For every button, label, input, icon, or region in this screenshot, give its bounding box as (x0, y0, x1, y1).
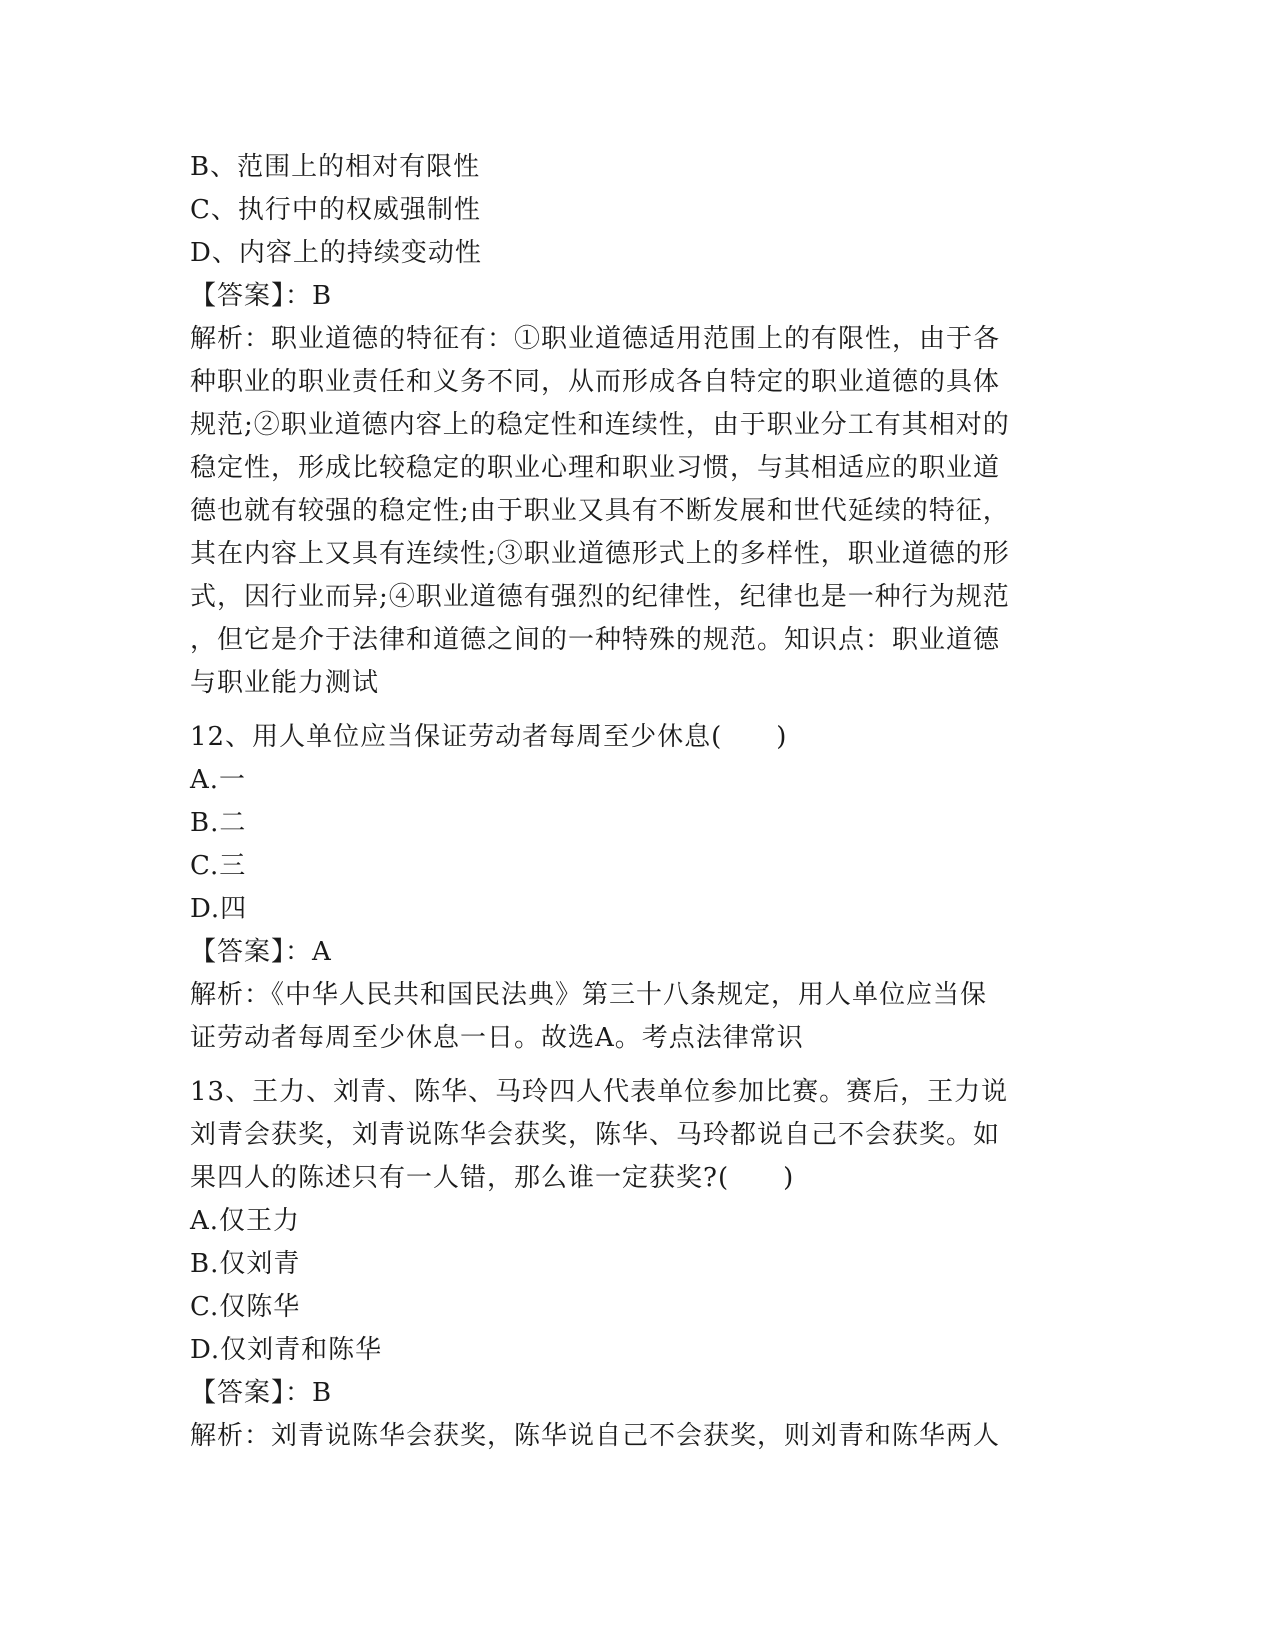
option-c: C.三 (190, 851, 247, 881)
analysis-line: 解析：刘青说陈华会获奖，陈华说自己不会获奖，则刘青和陈华两人 (190, 1421, 1001, 1451)
spacer (190, 1060, 1085, 1071)
question-text: 刘青会获奖，刘青说陈华会获奖，陈华、马玲都说自己不会获奖。如 (190, 1120, 1001, 1150)
spacer (190, 705, 1085, 716)
answer-line: 【答案】：B (190, 1378, 333, 1408)
analysis-line: 解析：《中华人民共和国民法典》第三十八条规定，用人单位应当保 (190, 980, 988, 1010)
option-c: C.仅陈华 (190, 1292, 301, 1322)
question-11 (190, 146, 1085, 705)
analysis-block (190, 974, 1085, 1060)
option-a: A.仅王力 (190, 1206, 301, 1236)
analysis-line: 种职业的职业责任和义务不同，从而形成各自特定的职业道德的具体 (190, 367, 1001, 397)
question-text: 果四人的陈述只有一人错，那么谁一定获奖?( ) (190, 1163, 795, 1193)
option-d: D.四 (190, 894, 248, 924)
option-b: B、范围上的相对有限性 (190, 152, 481, 182)
analysis-block (190, 318, 1085, 705)
option-d: D.仅刘青和陈华 (190, 1335, 383, 1365)
question-text: 13、王力、刘青、陈华、马玲四人代表单位参加比赛。赛后，王力说 (190, 1077, 1009, 1107)
option-c: C、执行中的权威强制性 (190, 195, 481, 225)
analysis-line: 式，因行业而异;④职业道德有强烈的纪律性，纪律也是一种行为规范 (190, 582, 1010, 612)
document-content (190, 146, 1085, 1458)
analysis-line: 稳定性，形成比较稳定的职业心理和职业习惯，与其相适应的职业道 (190, 453, 1001, 483)
analysis-line: 其在内容上又具有连续性;③职业道德形式上的多样性，职业道德的形 (190, 539, 1010, 569)
analysis-line: 德也就有较强的稳定性;由于职业又具有不断发展和世代延续的特征， (190, 496, 1010, 526)
analysis-line: 与职业能力测试 (190, 668, 380, 698)
analysis-line: 解析：职业道德的特征有：①职业道德适用范围上的有限性，由于各 (190, 324, 1001, 354)
analysis-line: 规范;②职业道德内容上的稳定性和连续性，由于职业分工有其相对的 (190, 410, 1010, 440)
analysis-line: ，但它是介于法律和道德之间的一种特殊的规范。知识点：职业道德 (190, 625, 1001, 655)
question-text: 12、用人单位应当保证劳动者每周至少休息( ) (190, 722, 788, 752)
option-d: D、内容上的持续变动性 (190, 238, 482, 268)
answer-line: 【答案】：A (190, 937, 332, 967)
option-b: B.二 (190, 808, 247, 838)
option-a: A.一 (190, 765, 247, 795)
analysis-line: 证劳动者每周至少休息一日。故选A。考点法律常识 (190, 1023, 804, 1053)
question-13 (190, 1071, 1085, 1458)
option-b: B.仅刘青 (190, 1249, 301, 1279)
answer-line: 【答案】：B (190, 281, 333, 311)
question-12 (190, 716, 1085, 1060)
